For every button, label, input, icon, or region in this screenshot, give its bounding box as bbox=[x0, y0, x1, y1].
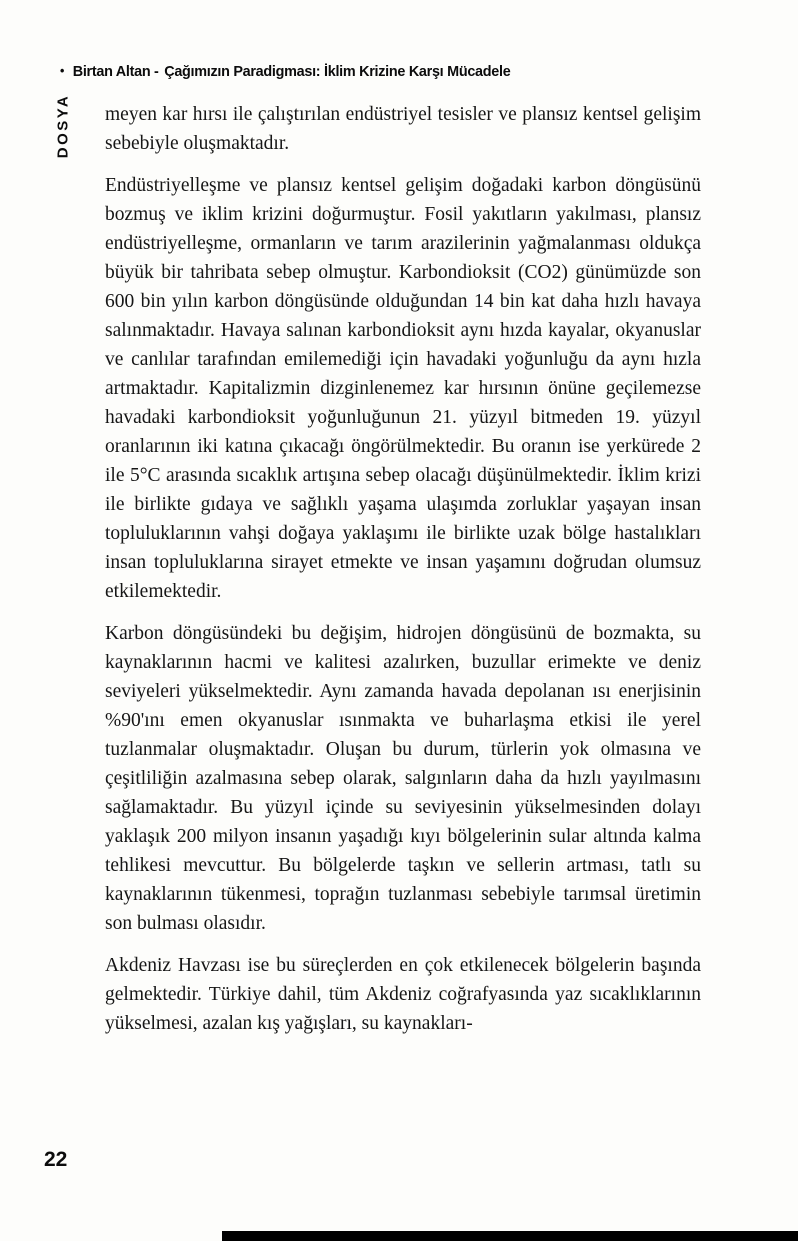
paragraph-1: meyen kar hırsı ile çalıştırılan endüstriyel tesisler ve plansız kentsel gelişim sebebiyle oluşmaktadır. bbox=[105, 104, 701, 154]
article-body bbox=[105, 100, 701, 1051]
paragraph-2: Endüstriyelleşme ve plansız kentsel gelişim doğadaki karbon döngüsünü bozmuş ve iklim krizini doğurmuştur. Fosil yakıtların yakılması, plansız endüstriyelleşme, ormanların ve tarım arazilerinin yağmalanması oldukça büyük bir tahribata sebep olmuştur. Karbondioksit (CO2) günümüzde son 600 bin yılın karbon döngüsünde olduğundan 14 bin kat daha hızlı havaya salınmaktadır. Havaya salınan karbondioksit aynı hızda kayalar, okyanuslar ve canlılar tarafından emilemediği için havadaki yoğunluğu da aynı hızla artmaktadır. Kapitalizmin dizginlenemez kar hırsının önüne geçilemezse havadaki karbondioksit yoğunluğunun 21. yüzyıl bitmeden 19. yüzyıl oranlarının iki katına çıkacağı öngörülmektedir. Bu oranın ise yerkürede 2 ile 5°C arasında sıcaklık artışına sebep olacağı düşünülmektedir. İklim krizi ile birlikte gıdaya ve sağlıklı yaşama ulaşımda zorluklar yaşayan insan topluluklarının vahşi doğaya yaklaşımı ile birlikte uzak bölge hastalıkları insan topluluklarına sirayet etmekte ve insan yaşamını doğrudan olumsuz etkilemektedir. bbox=[105, 175, 701, 602]
page-number: 22 bbox=[44, 1148, 68, 1171]
header-chapter-title: Çağımızın Paradigması: İklim Krizine Karşı Mücadele bbox=[164, 63, 511, 80]
header-author: Birtan Altan - bbox=[72, 63, 163, 80]
paragraph-3: Karbon döngüsündeki bu değişim, hidrojen döngüsünü de bozmakta, su kaynaklarının hacmi ve kalitesi azalırken, buzullar erimekte ve deniz seviyeleri yükselmektedir. Aynı zamanda havada depolanan ısı enerjisinin %90'ını emen okyanuslar ısınmakta ve buharlaşma etkisi ile yerel tuzlanmalar oluşmaktadır. Oluşan bu durum, türlerin yok olmasına ve çeşitliliğin azalmasına sebep olarak, salgınların daha da hızlı yayılmasını sağlamaktadır. Bu yüzyıl içinde su seviyesinin yükselmesinden dolayı yaklaşık 200 milyon insanın yaşadığı kıyı bölgelerinin sular altında kalma tehlikesi mevcuttur. Bu bölgelerde taşkın ve sellerin artması, tatlı su kaynaklarının tükenmesi, toprağın tuzlanması sebebiyle tarımsal üretimin son bulması olasıdır. bbox=[105, 623, 701, 934]
section-label-dosya: DOSYA bbox=[54, 93, 72, 159]
header-bullet-icon: • bbox=[60, 63, 65, 78]
running-header bbox=[60, 63, 510, 80]
paragraph-4: Akdeniz Havzası ise bu süreçlerden en çok etkilenecek bölgelerin başında gelmektedir. Türkiye dahil, tüm Akdeniz coğrafyasında yaz sıcaklıklarının yükselmesi, azalan kış yağışları, su kaynakları- bbox=[105, 955, 701, 1034]
bottom-bar-decoration bbox=[222, 1231, 798, 1241]
